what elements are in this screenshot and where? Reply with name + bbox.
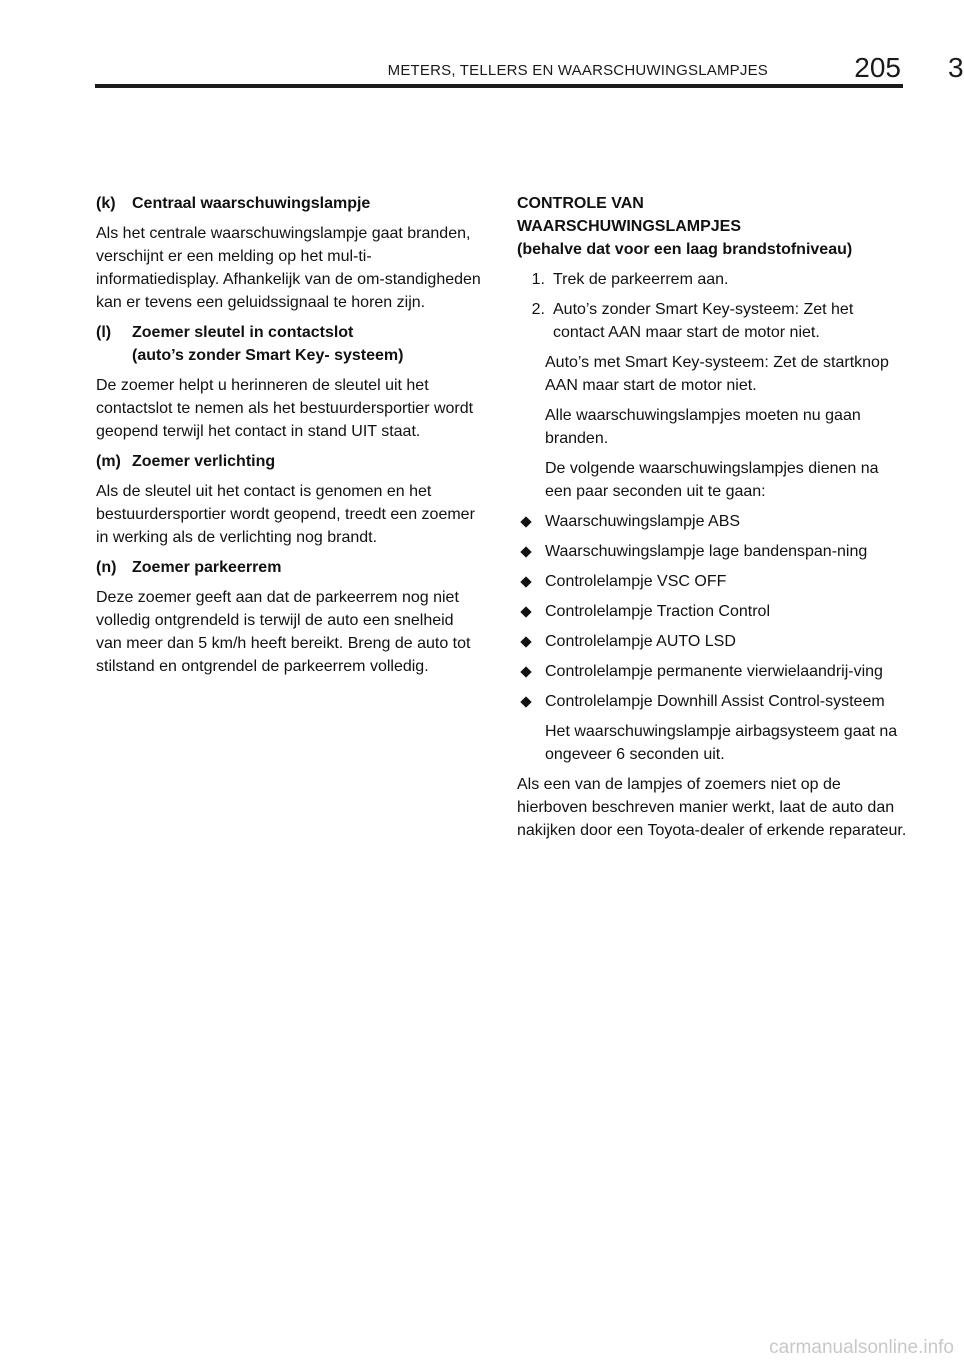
section-label: (k) — [96, 195, 116, 212]
step-number: 1. — [531, 271, 545, 288]
section-title-line1: Zoemer sleutel in contactslot — [132, 324, 354, 341]
section-title: Zoemer verlichting — [132, 453, 276, 470]
right-column — [517, 192, 907, 849]
left-column — [96, 192, 481, 685]
bullet-text: Controlelampje Traction Control — [545, 603, 770, 620]
section-n-heading — [96, 556, 481, 579]
bullet-item — [517, 540, 907, 563]
step-number: 2. — [531, 301, 545, 318]
following-lamps-paragraph: De volgende waarschuwingslampjes dienen na een paar seconden uit te gaan: — [545, 460, 879, 500]
check-heading — [517, 192, 907, 261]
bullet-item — [517, 600, 907, 623]
section-title: Zoemer parkeerrem — [132, 559, 282, 576]
chapter-edge-mark: 3 — [948, 52, 964, 83]
watermark: carmanualsonline.info — [769, 1337, 954, 1358]
bullet-diamond-icon — [517, 570, 545, 593]
smartkey-paragraph: Auto’s met Smart Key-systeem: Zet de startknop AAN maar start de motor niet. — [545, 354, 889, 394]
section-title-line2: (auto’s zonder Smart Key- systeem) — [132, 347, 404, 364]
page-number: 205 — [854, 52, 901, 83]
section-title — [132, 321, 403, 367]
section-n-body: Deze zoemer geeft aan dat de parkeerrem nog niet volledig ontgrendeld is terwijl de auto een snelheid van meer dan 5 km/h heeft bereikt. Breng de auto tot stilstand en ontgrendel de parkeerrem volledig. — [96, 589, 471, 675]
section-l-heading — [96, 321, 481, 367]
bullet-item — [517, 660, 907, 683]
bullet-text: Controlelampje VSC OFF — [545, 573, 727, 590]
final-paragraph: Als een van de lampjes of zoemers niet op de hierboven beschreven manier werkt, laat de auto dan nakijken door een Toyota-dealer of erkende reparateur. — [517, 776, 907, 839]
bullet-diamond-icon — [517, 600, 545, 623]
bullet-text: Controlelampje permanente vierwielaandrij-ving — [545, 663, 883, 680]
section-label: (n) — [96, 559, 117, 576]
bullet-diamond-icon — [517, 690, 545, 713]
bullet-item — [517, 690, 907, 713]
bullet-text: Waarschuwingslampje lage bandenspan-ning — [545, 543, 868, 560]
section-k-heading — [96, 192, 481, 215]
section-l-body: De zoemer helpt u herinneren de sleutel uit het contactslot te nemen als het bestuurdersportier wordt geopend terwijl het contact in stand UIT staat. — [96, 377, 474, 440]
bullet-item — [517, 570, 907, 593]
page-header — [95, 50, 903, 90]
section-label: (l) — [96, 324, 112, 341]
section-m-heading — [96, 450, 481, 473]
bullet-text: Controlelampje Downhill Assist Control-systeem — [545, 693, 885, 710]
check-heading-line1: CONTROLE VAN — [517, 195, 644, 212]
step-item — [517, 268, 907, 291]
section-label: (m) — [96, 453, 121, 470]
bullet-text: Waarschuwingslampje ABS — [545, 513, 741, 530]
airbag-paragraph: Het waarschuwingslampje airbagsysteem gaat na ongeveer 6 seconden uit. — [545, 723, 898, 763]
bullet-diamond-icon — [517, 540, 545, 563]
section-title: Centraal waarschuwingslampje — [132, 195, 371, 212]
bullet-item — [517, 510, 907, 533]
section-k-body: Als het centrale waarschuwingslampje gaat branden, verschijnt er een melding op het mul-ti-informatiedisplay. Afhankelijk van de om-standigheden kan er tevens een geluidssignaal te horen zijn. — [96, 225, 481, 311]
step-item — [517, 298, 907, 344]
all-lamps-paragraph: Alle waarschuwingslampjes moeten nu gaan branden. — [545, 407, 861, 447]
header-rule — [95, 84, 903, 88]
bullet-diamond-icon — [517, 630, 545, 653]
bullet-diamond-icon — [517, 660, 545, 683]
header-title: METERS, TELLERS EN WAARSCHUWINGSLAMPJES — [387, 62, 768, 79]
section-m-body: Als de sleutel uit het contact is genomen en het bestuurdersportier wordt geopend, treedt een zoemer in werking als de verlichting nog brandt. — [96, 483, 475, 546]
step-text: Auto’s zonder Smart Key-systeem: Zet het contact AAN maar start de motor niet. — [553, 301, 854, 341]
check-heading-line3: (behalve dat voor een laag brandstofniveau) — [517, 241, 853, 258]
bullet-text: Controlelampje AUTO LSD — [545, 633, 736, 650]
bullet-item — [517, 630, 907, 653]
bullet-diamond-icon — [517, 510, 545, 533]
step-text: Trek de parkeerrem aan. — [553, 271, 729, 288]
check-heading-line2: WAARSCHUWINGSLAMPJES — [517, 218, 742, 235]
